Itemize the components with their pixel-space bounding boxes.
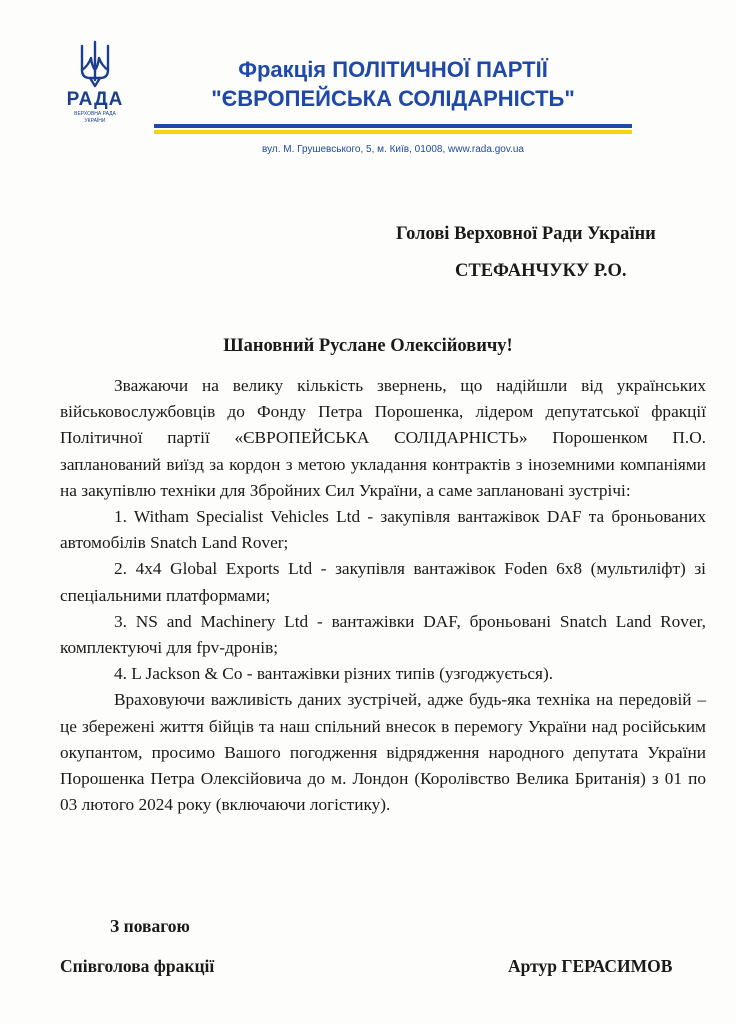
signatory-name: Артур ГЕРАСИМОВ: [508, 956, 673, 976]
flag-stripe-blue: [154, 124, 632, 128]
body-paragraph: Враховуючи важливість даних зустрічей, адже будь-яка техніка на передовій – це збережені життя бійців та наш спільний внесок в перемогу України над російським окупантом, просимо Вашого погодження відрядження народного депутата України Порошенка Петра Олексійовича до м. Лондон (Королівство Велика Британія) з 01 по 03 лютого 2024 року (включаючи логістику).: [60, 690, 706, 815]
letterhead-title-line-2: "ЄВРОПЕЙСЬКА СОЛІДАРНІСТЬ": [211, 86, 575, 111]
trident-icon: [78, 40, 112, 88]
meeting-list-item: 3. NS and Machinery Ltd - вантажівки DAF, броньовані Snatch Land Rover, комплектуючі для fpv-дронів;: [60, 611, 706, 658]
closing: З повагою: [110, 916, 190, 936]
meeting-list-item: 4. L Jackson & Co - вантажівки різних типів (узгоджується).: [114, 664, 554, 684]
signatory-position: Співголова фракції: [60, 956, 215, 976]
rada-logo: [54, 40, 136, 124]
letter-body: [60, 373, 706, 818]
salutation: Шановний Руслане Олексійовичу!: [223, 336, 513, 356]
logo-subtitle-1: ВЕРХОВНА РАДА: [74, 111, 116, 117]
letterhead-address: вул. М. Грушевського, 5, м. Київ, 01008, www.rada.gov.ua: [262, 144, 524, 155]
flag-stripe-yellow: [154, 130, 632, 134]
meeting-list-item: 1. Witham Specialist Vehicles Ltd - закупівля вантажівок DAF та броньованих автомобілів Snatch Land Rover;: [60, 507, 706, 553]
addressee-name: СТЕФАНЧУКУ Р.О.: [455, 261, 627, 281]
body-paragraph: Зважаючи на велику кількість звернень, що надійшли від українських військовослужбовців до Фонду Петра Порошенка, лідером депутатської фракції Політичної партії «ЄВРОПЕЙСЬКА СОЛІДАРНІСТЬ» Порошенком П.О. запланований виїзд за кордон з метою укладання контрактів з іноземними компаніями на закупівлю техніки для Збройних Сил України, а саме заплановані зустрічі:: [60, 376, 706, 500]
logo-subtitle-2: УКРАЇНИ: [84, 118, 106, 124]
addressee-title: Голові Верховної Ради України: [396, 224, 656, 244]
meeting-list-item: 2. 4x4 Global Exports Ltd - закупівля вантажівок Foden 6x8 (мультиліфт) зі спеціальними платформами;: [60, 559, 706, 605]
letterhead-title-line-1: Фракція ПОЛІТИЧНОЇ ПАРТІЇ: [238, 57, 548, 82]
logo-word: РАДА: [66, 89, 124, 110]
